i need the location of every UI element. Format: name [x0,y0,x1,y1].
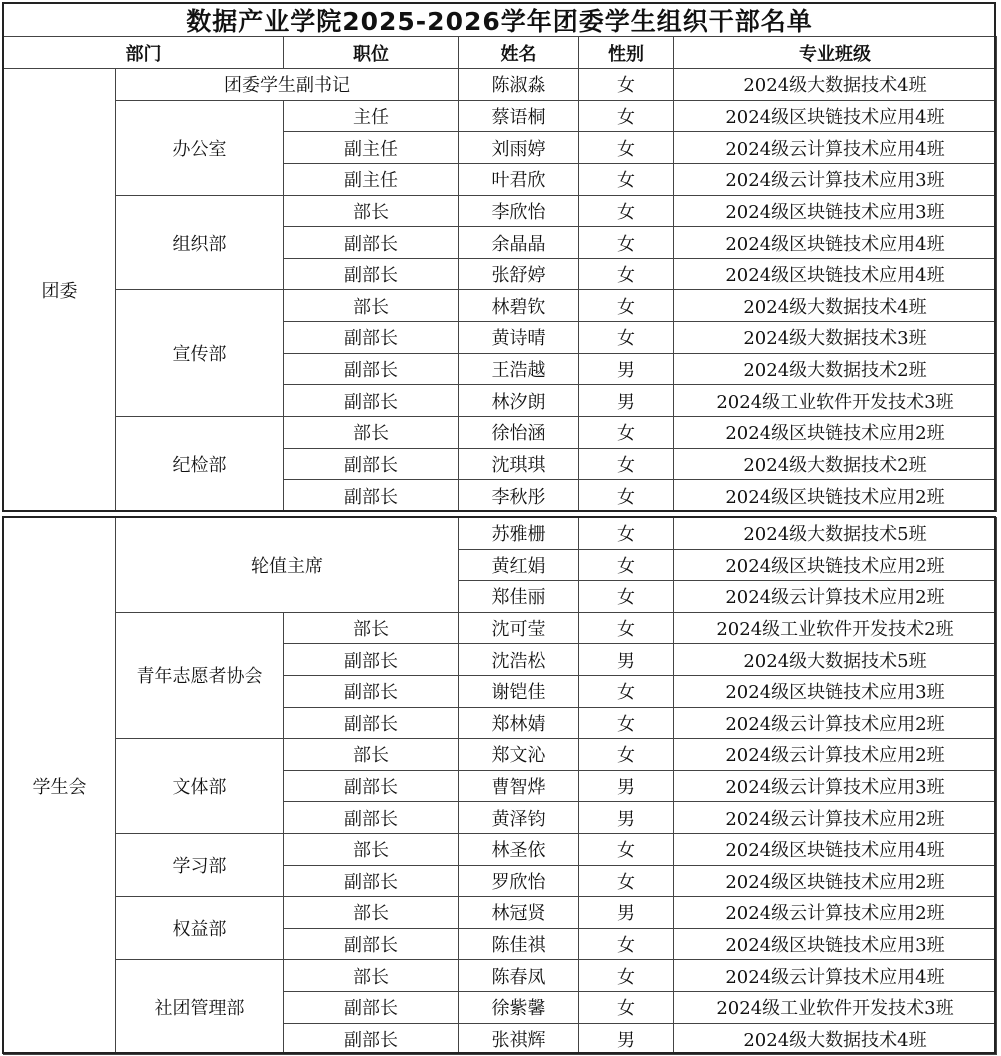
position-cell: 副部长 [284,448,459,480]
gender-cell: 女 [579,581,674,613]
position-cell: 副主任 [284,163,459,195]
gender-cell: 女 [579,290,674,322]
class-cell: 2024级大数据技术5班 [674,518,997,550]
header-row [4,37,997,69]
name-cell: 陈淑淼 [459,69,579,101]
position-cell: 副部长 [284,770,459,802]
class-cell: 2024级云计算技术应用3班 [674,163,997,195]
xueshenghui-section [3,517,996,1052]
dept-cell: 学习部 [116,833,284,896]
name-cell: 张祺辉 [459,1023,579,1055]
gender-cell: 女 [579,132,674,164]
gender-cell: 男 [579,385,674,417]
dept-cell: 文体部 [116,739,284,834]
name-cell: 李欣怡 [459,195,579,227]
class-cell: 2024级大数据技术4班 [674,290,997,322]
gender-cell: 男 [579,1023,674,1055]
name-cell: 沈浩松 [459,644,579,676]
position-cell: 部长 [284,290,459,322]
position-cell: 部长 [284,833,459,865]
position-cell: 副部长 [284,353,459,385]
name-cell: 林冠贤 [459,897,579,929]
name-cell: 王浩越 [459,353,579,385]
name-cell: 刘雨婷 [459,132,579,164]
class-cell: 2024级大数据技术2班 [674,353,997,385]
dept-cell: 办公室 [116,100,284,195]
gender-cell: 女 [579,480,674,512]
position-cell: 轮值主席 [116,518,459,613]
dept-cell: 纪检部 [116,417,284,512]
position-cell: 副部长 [284,865,459,897]
position-cell: 副部长 [284,322,459,354]
class-cell: 2024级云计算技术应用2班 [674,707,997,739]
name-cell: 林圣依 [459,833,579,865]
gender-cell: 女 [579,549,674,581]
gender-cell: 女 [579,707,674,739]
table-row [4,100,997,132]
position-cell: 副部长 [284,385,459,417]
name-cell: 沈琪琪 [459,448,579,480]
dept-cell: 组织部 [116,195,284,290]
gender-cell: 男 [579,897,674,929]
position-cell: 副部长 [284,480,459,512]
class-cell: 2024级云计算技术应用2班 [674,802,997,834]
tuanwei-section [3,36,996,512]
gender-cell: 女 [579,195,674,227]
position-cell: 副部长 [284,675,459,707]
name-cell: 曹智烨 [459,770,579,802]
name-cell: 林碧钦 [459,290,579,322]
class-cell: 2024级区块链技术应用2班 [674,480,997,512]
gender-cell: 女 [579,833,674,865]
class-cell: 2024级工业软件开发技术3班 [674,385,997,417]
class-cell: 2024级区块链技术应用3班 [674,675,997,707]
division-label: 学生会 [4,518,116,1055]
table-row [4,897,997,929]
position-cell: 副部长 [284,928,459,960]
name-cell: 李秋彤 [459,480,579,512]
position-cell: 副部长 [284,227,459,259]
gender-cell: 女 [579,675,674,707]
division-label: 团委 [4,69,116,512]
class-cell: 2024级区块链技术应用3班 [674,195,997,227]
table-row [4,195,997,227]
name-cell: 黄泽钧 [459,802,579,834]
gender-cell: 男 [579,353,674,385]
gender-cell: 女 [579,163,674,195]
table-row [4,612,997,644]
position-cell: 部长 [284,612,459,644]
name-cell: 沈可莹 [459,612,579,644]
table-row [4,739,997,771]
position-cell: 副部长 [284,644,459,676]
position-cell: 部长 [284,960,459,992]
name-cell: 余晶晶 [459,227,579,259]
header-gender: 性别 [579,37,674,69]
gender-cell: 女 [579,258,674,290]
class-cell: 2024级区块链技术应用2班 [674,865,997,897]
gender-cell: 女 [579,991,674,1023]
name-cell: 徐怡涵 [459,417,579,449]
class-cell: 2024级区块链技术应用2班 [674,549,997,581]
name-cell: 罗欣怡 [459,865,579,897]
gender-cell: 男 [579,770,674,802]
position-cell: 副部长 [284,802,459,834]
position-cell: 副部长 [284,258,459,290]
gender-cell: 女 [579,417,674,449]
gender-cell: 女 [579,100,674,132]
class-cell: 2024级大数据技术5班 [674,644,997,676]
gender-cell: 女 [579,69,674,101]
class-cell: 2024级大数据技术3班 [674,322,997,354]
name-cell: 谢铠佳 [459,675,579,707]
name-cell: 陈佳祺 [459,928,579,960]
table-row [4,960,997,992]
name-cell: 黄诗晴 [459,322,579,354]
class-cell: 2024级区块链技术应用4班 [674,100,997,132]
dept-cell: 社团管理部 [116,960,284,1055]
class-cell: 2024级大数据技术4班 [674,1023,997,1055]
gender-cell: 女 [579,960,674,992]
gender-cell: 女 [579,518,674,550]
position-cell: 副部长 [284,1023,459,1055]
class-cell: 2024级云计算技术应用4班 [674,132,997,164]
gender-cell: 女 [579,227,674,259]
table-row [4,833,997,865]
class-cell: 2024级区块链技术应用4班 [674,833,997,865]
position-cell: 主任 [284,100,459,132]
position-cell: 副主任 [284,132,459,164]
table-row [4,518,997,550]
position-cell: 团委学生副书记 [116,69,459,101]
class-cell: 2024级云计算技术应用2班 [674,581,997,613]
dept-cell: 宣传部 [116,290,284,417]
position-cell: 副部长 [284,707,459,739]
gender-cell: 女 [579,739,674,771]
position-cell: 部长 [284,195,459,227]
class-cell: 2024级区块链技术应用2班 [674,417,997,449]
header-dept: 部门 [4,37,284,69]
gender-cell: 男 [579,802,674,834]
gender-cell: 女 [579,865,674,897]
table-row [4,69,997,101]
name-cell: 郑文沁 [459,739,579,771]
class-cell: 2024级云计算技术应用2班 [674,897,997,929]
name-cell: 蔡语桐 [459,100,579,132]
gender-cell: 女 [579,448,674,480]
class-cell: 2024级区块链技术应用4班 [674,227,997,259]
name-cell: 张舒婷 [459,258,579,290]
header-position: 职位 [284,37,459,69]
header-class: 专业班级 [674,37,997,69]
name-cell: 陈春凤 [459,960,579,992]
position-cell: 部长 [284,417,459,449]
class-cell: 2024级云计算技术应用2班 [674,739,997,771]
name-cell: 郑林婧 [459,707,579,739]
dept-cell: 青年志愿者协会 [116,612,284,738]
position-cell: 部长 [284,897,459,929]
position-cell: 部长 [284,739,459,771]
gender-cell: 男 [579,644,674,676]
tuanwei-table [3,36,997,512]
dept-cell: 权益部 [116,897,284,960]
class-cell: 2024级云计算技术应用3班 [674,770,997,802]
gender-cell: 女 [579,322,674,354]
class-cell: 2024级工业软件开发技术3班 [674,991,997,1023]
name-cell: 黄红娟 [459,549,579,581]
class-cell: 2024级区块链技术应用3班 [674,928,997,960]
class-cell: 2024级区块链技术应用4班 [674,258,997,290]
class-cell: 2024级大数据技术2班 [674,448,997,480]
name-cell: 林汐朗 [459,385,579,417]
header-name: 姓名 [459,37,579,69]
class-cell: 2024级云计算技术应用4班 [674,960,997,992]
table-row [4,417,997,449]
name-cell: 郑佳丽 [459,581,579,613]
position-cell: 副部长 [284,991,459,1023]
name-cell: 徐紫馨 [459,991,579,1023]
name-cell: 苏雅栅 [459,518,579,550]
class-cell: 2024级大数据技术4班 [674,69,997,101]
class-cell: 2024级工业软件开发技术2班 [674,612,997,644]
gender-cell: 女 [579,612,674,644]
xueshenghui-table [3,517,997,1055]
gender-cell: 女 [579,928,674,960]
table-row [4,290,997,322]
page-title: 数据产业学院2025-2026学年团委学生组织干部名单 [186,6,813,36]
name-cell: 叶君欣 [459,163,579,195]
